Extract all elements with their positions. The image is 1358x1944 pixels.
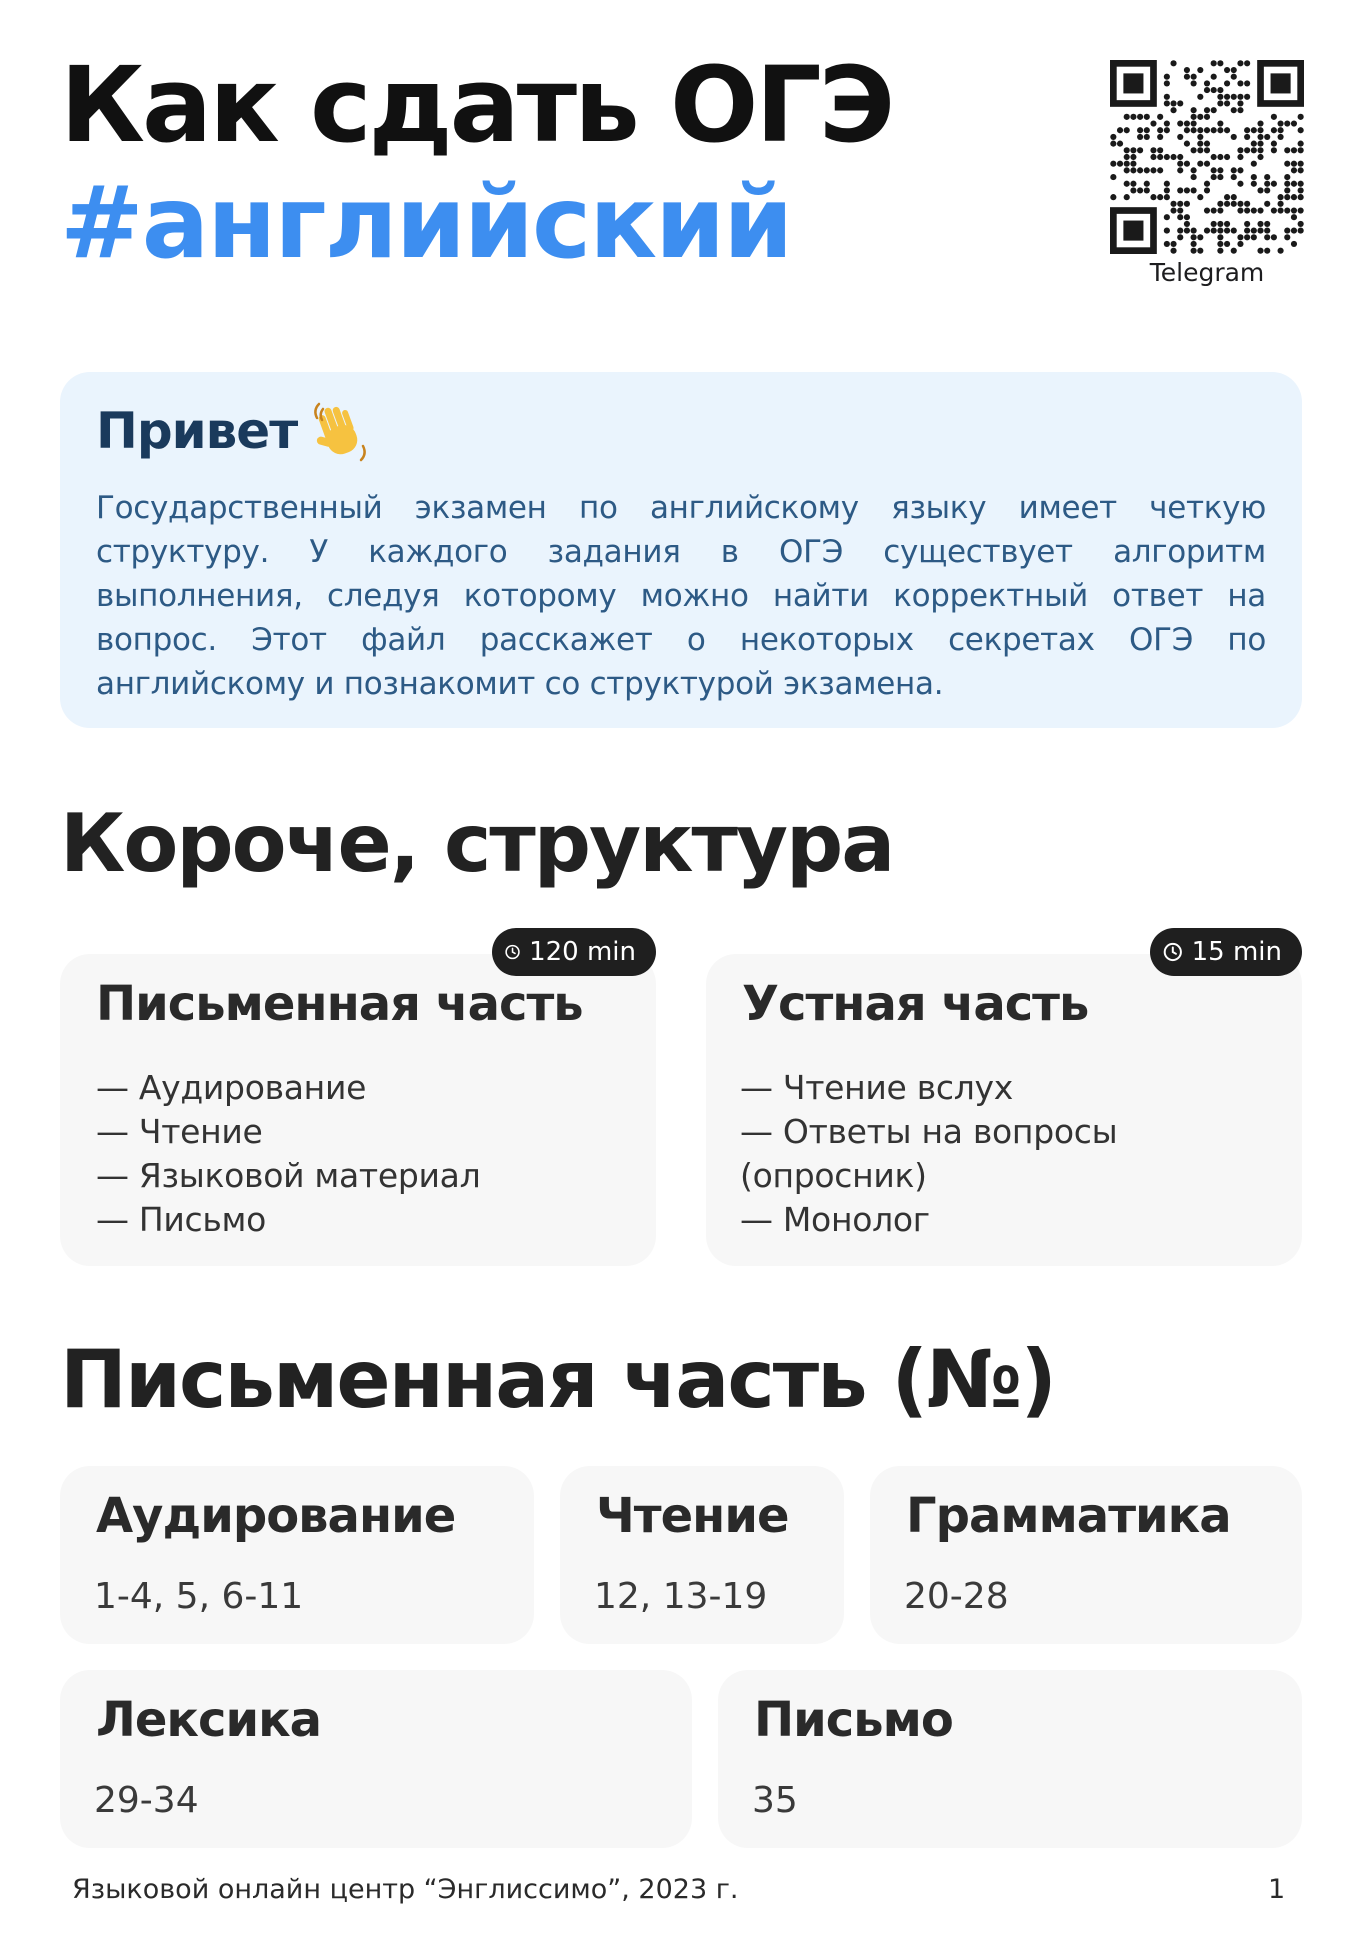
list-item: — Ответы на вопросы (опросник)	[740, 1112, 1118, 1195]
page-subtitle-hashtag: #английский	[60, 164, 792, 281]
list-item: — Монолог	[740, 1200, 930, 1239]
list-item: — Чтение	[96, 1112, 263, 1151]
task-numbers: 20-28	[904, 1576, 1009, 1617]
task-numbers: 35	[752, 1780, 798, 1821]
written-duration-badge	[492, 928, 656, 976]
intro-paragraph: Государственный экзамен по английскому языку имеет четкую структуру. У каждого задания в ОГЭ существует алгоритм выполнения, следуя которому можно найти корректный ответ на вопрос. Этот файл расскажет о некоторых секретах ОГЭ по английскому и познакомит со структурой экзамена.	[96, 490, 1266, 702]
structure-heading: Короче, структура	[60, 797, 894, 890]
task-card-grammar	[870, 1466, 1302, 1644]
task-card-title: Чтение	[596, 1488, 789, 1544]
oral-part-card	[706, 954, 1302, 1266]
task-card-title: Письмо	[754, 1692, 953, 1748]
task-numbers: 12, 13-19	[594, 1576, 768, 1617]
intro-title: Привет	[96, 402, 298, 460]
duration-text: 120 min	[529, 937, 636, 967]
clock-icon	[504, 940, 521, 964]
task-card-title: Грамматика	[906, 1488, 1231, 1544]
oral-part-list	[740, 1066, 1272, 1242]
task-card-vocabulary	[60, 1670, 692, 1848]
task-card-title: Лексика	[96, 1692, 322, 1748]
telegram-qr-code[interactable]	[1110, 60, 1304, 254]
task-card-title: Аудирование	[96, 1488, 456, 1544]
task-numbers: 1-4, 5, 6-11	[94, 1576, 304, 1617]
written-part-card	[60, 954, 656, 1266]
page-title: Как сдать ОГЭ	[60, 44, 893, 166]
list-item: — Языковой материал	[96, 1156, 481, 1195]
written-part-list	[96, 1066, 626, 1242]
waving-hand-icon	[309, 400, 371, 462]
oral-duration-badge	[1150, 928, 1302, 976]
task-card-writing	[718, 1670, 1302, 1848]
task-card-reading	[560, 1466, 844, 1644]
written-tasks-heading: Письменная часть (№)	[60, 1333, 1055, 1426]
task-numbers: 29-34	[94, 1780, 199, 1821]
list-item: — Чтение вслух	[740, 1068, 1013, 1107]
clock-icon	[1162, 940, 1184, 964]
list-item: — Аудирование	[96, 1068, 367, 1107]
list-item: — Письмо	[96, 1200, 267, 1239]
qr-label: Telegram	[1149, 258, 1265, 287]
oral-part-title: Устная часть	[742, 976, 1089, 1032]
intro-card	[60, 372, 1302, 728]
task-card-listening	[60, 1466, 534, 1644]
duration-text: 15 min	[1191, 937, 1282, 967]
written-part-title: Письменная часть	[96, 976, 583, 1032]
page-number: 1	[1268, 1874, 1286, 1905]
footer-text: Языковой онлайн центр “Энглиссимо”, 2023 г.	[72, 1874, 739, 1905]
